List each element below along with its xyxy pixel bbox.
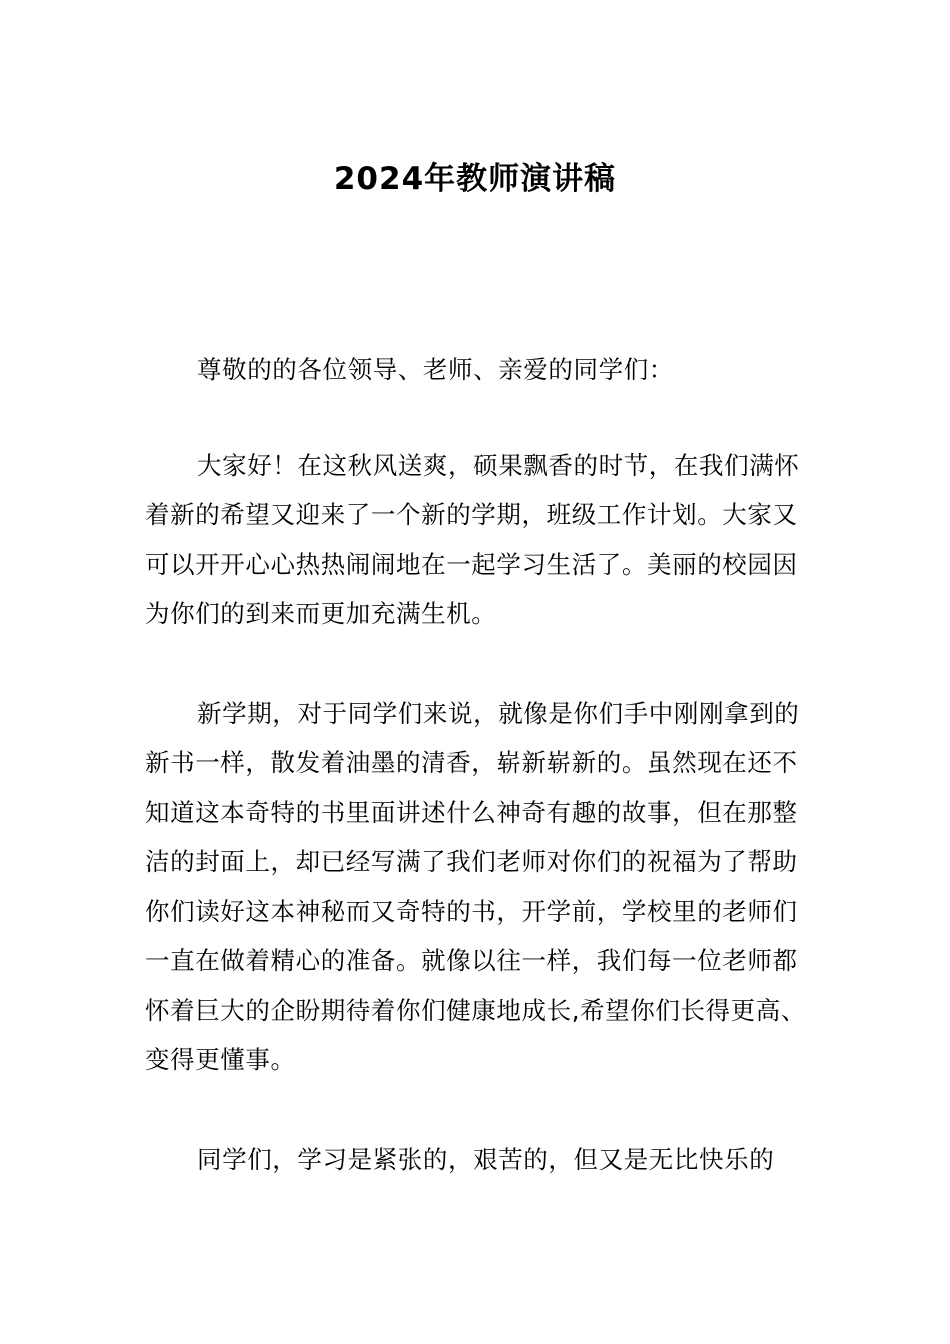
body-paragraph: 新学期，对于同学们来说，就像是你们手中刚刚拿到的新书一样，散发着油墨的清香，崭新崭新的。虽然现在还不知道这本奇特的书里面讲述什么神奇有趣的故事，但在那整洁的封面上，却已经写满了我们老师对你们的祝福为了帮助你们读好这本神秘而又奇特的书，开学前，学校里的老师们一直在做着精心的准备。就像以往一样，我们每一位老师都怀着巨大的企盼期待着你们健康地成长,希望你们长得更高、变得更懂事。 — [145, 698, 806, 1074]
body-paragraph: 同学们，学习是紧张的，艰苦的，但又是无比快乐的 — [197, 1144, 775, 1174]
body-paragraph: 大家好！在这秋风送爽，硕果飘香的时节，在我们满怀着新的希望又迎来了一个新的学期，班级工作计划。大家又可以开开心心热热闹闹地在一起学习生活了。美丽的校园因为你们的到来而更加充满生机。 — [145, 450, 800, 628]
greeting-paragraph: 尊敬的的各位领导、老师、亲爱的同学们： — [197, 355, 674, 384]
document-body — [145, 345, 807, 1234]
document-title: 2024年教师演讲稿 — [333, 161, 617, 197]
